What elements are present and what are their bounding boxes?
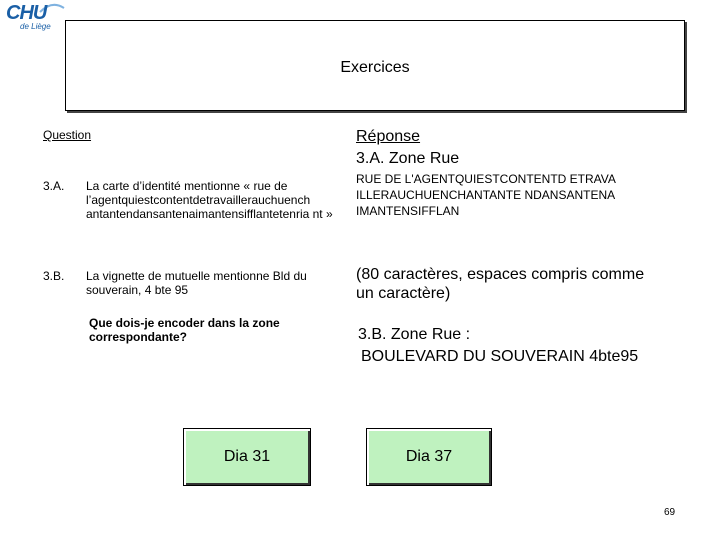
item-text-3b: La vignette de mutuelle mentionne Bld du souverain, 4 bte 95 [86,269,307,297]
prompt-text: Que dois-je encoder dans la zone correspondante? [89,316,280,344]
title-box [65,20,685,111]
answer-header: Réponse [356,128,421,145]
answer-b-label: 3.B. Zone Rue : [358,326,471,343]
page-number: 69 [664,507,676,518]
dia-31-button[interactable]: Dia 31 [183,428,311,486]
question-header: Question [43,128,92,142]
item-id-3b: 3.B. [43,269,65,283]
answer-a-value: RUE DE L'AGENTQUIESTCONTENTD ETRAVAILLERAUCHUENCHANTANTE NDANSANTENAIMANTENSIFFLAN [356,172,616,218]
answer-b-value: BOULEVARD DU SOUVERAIN 4bte95 [361,348,639,365]
item-text-3a: La carte d’identité mentionne « rue de l’agentquiestcontentdetravaillerauchuench antantendansantenaimantensifflantetenria nt » [86,179,333,221]
answer-a-label: 3.A. Zone Rue [356,150,460,167]
logo-subtitle: de Liège [20,22,51,31]
chu-logo [2,2,72,36]
answer-a-note: (80 caractères, espaces compris comme un caractère) [356,266,645,302]
page-title: Exercices [340,59,410,76]
item-id-3a: 3.A. [43,179,65,193]
dia-37-button[interactable]: Dia 37 [366,428,492,486]
logo-mark: CHU [6,2,47,24]
